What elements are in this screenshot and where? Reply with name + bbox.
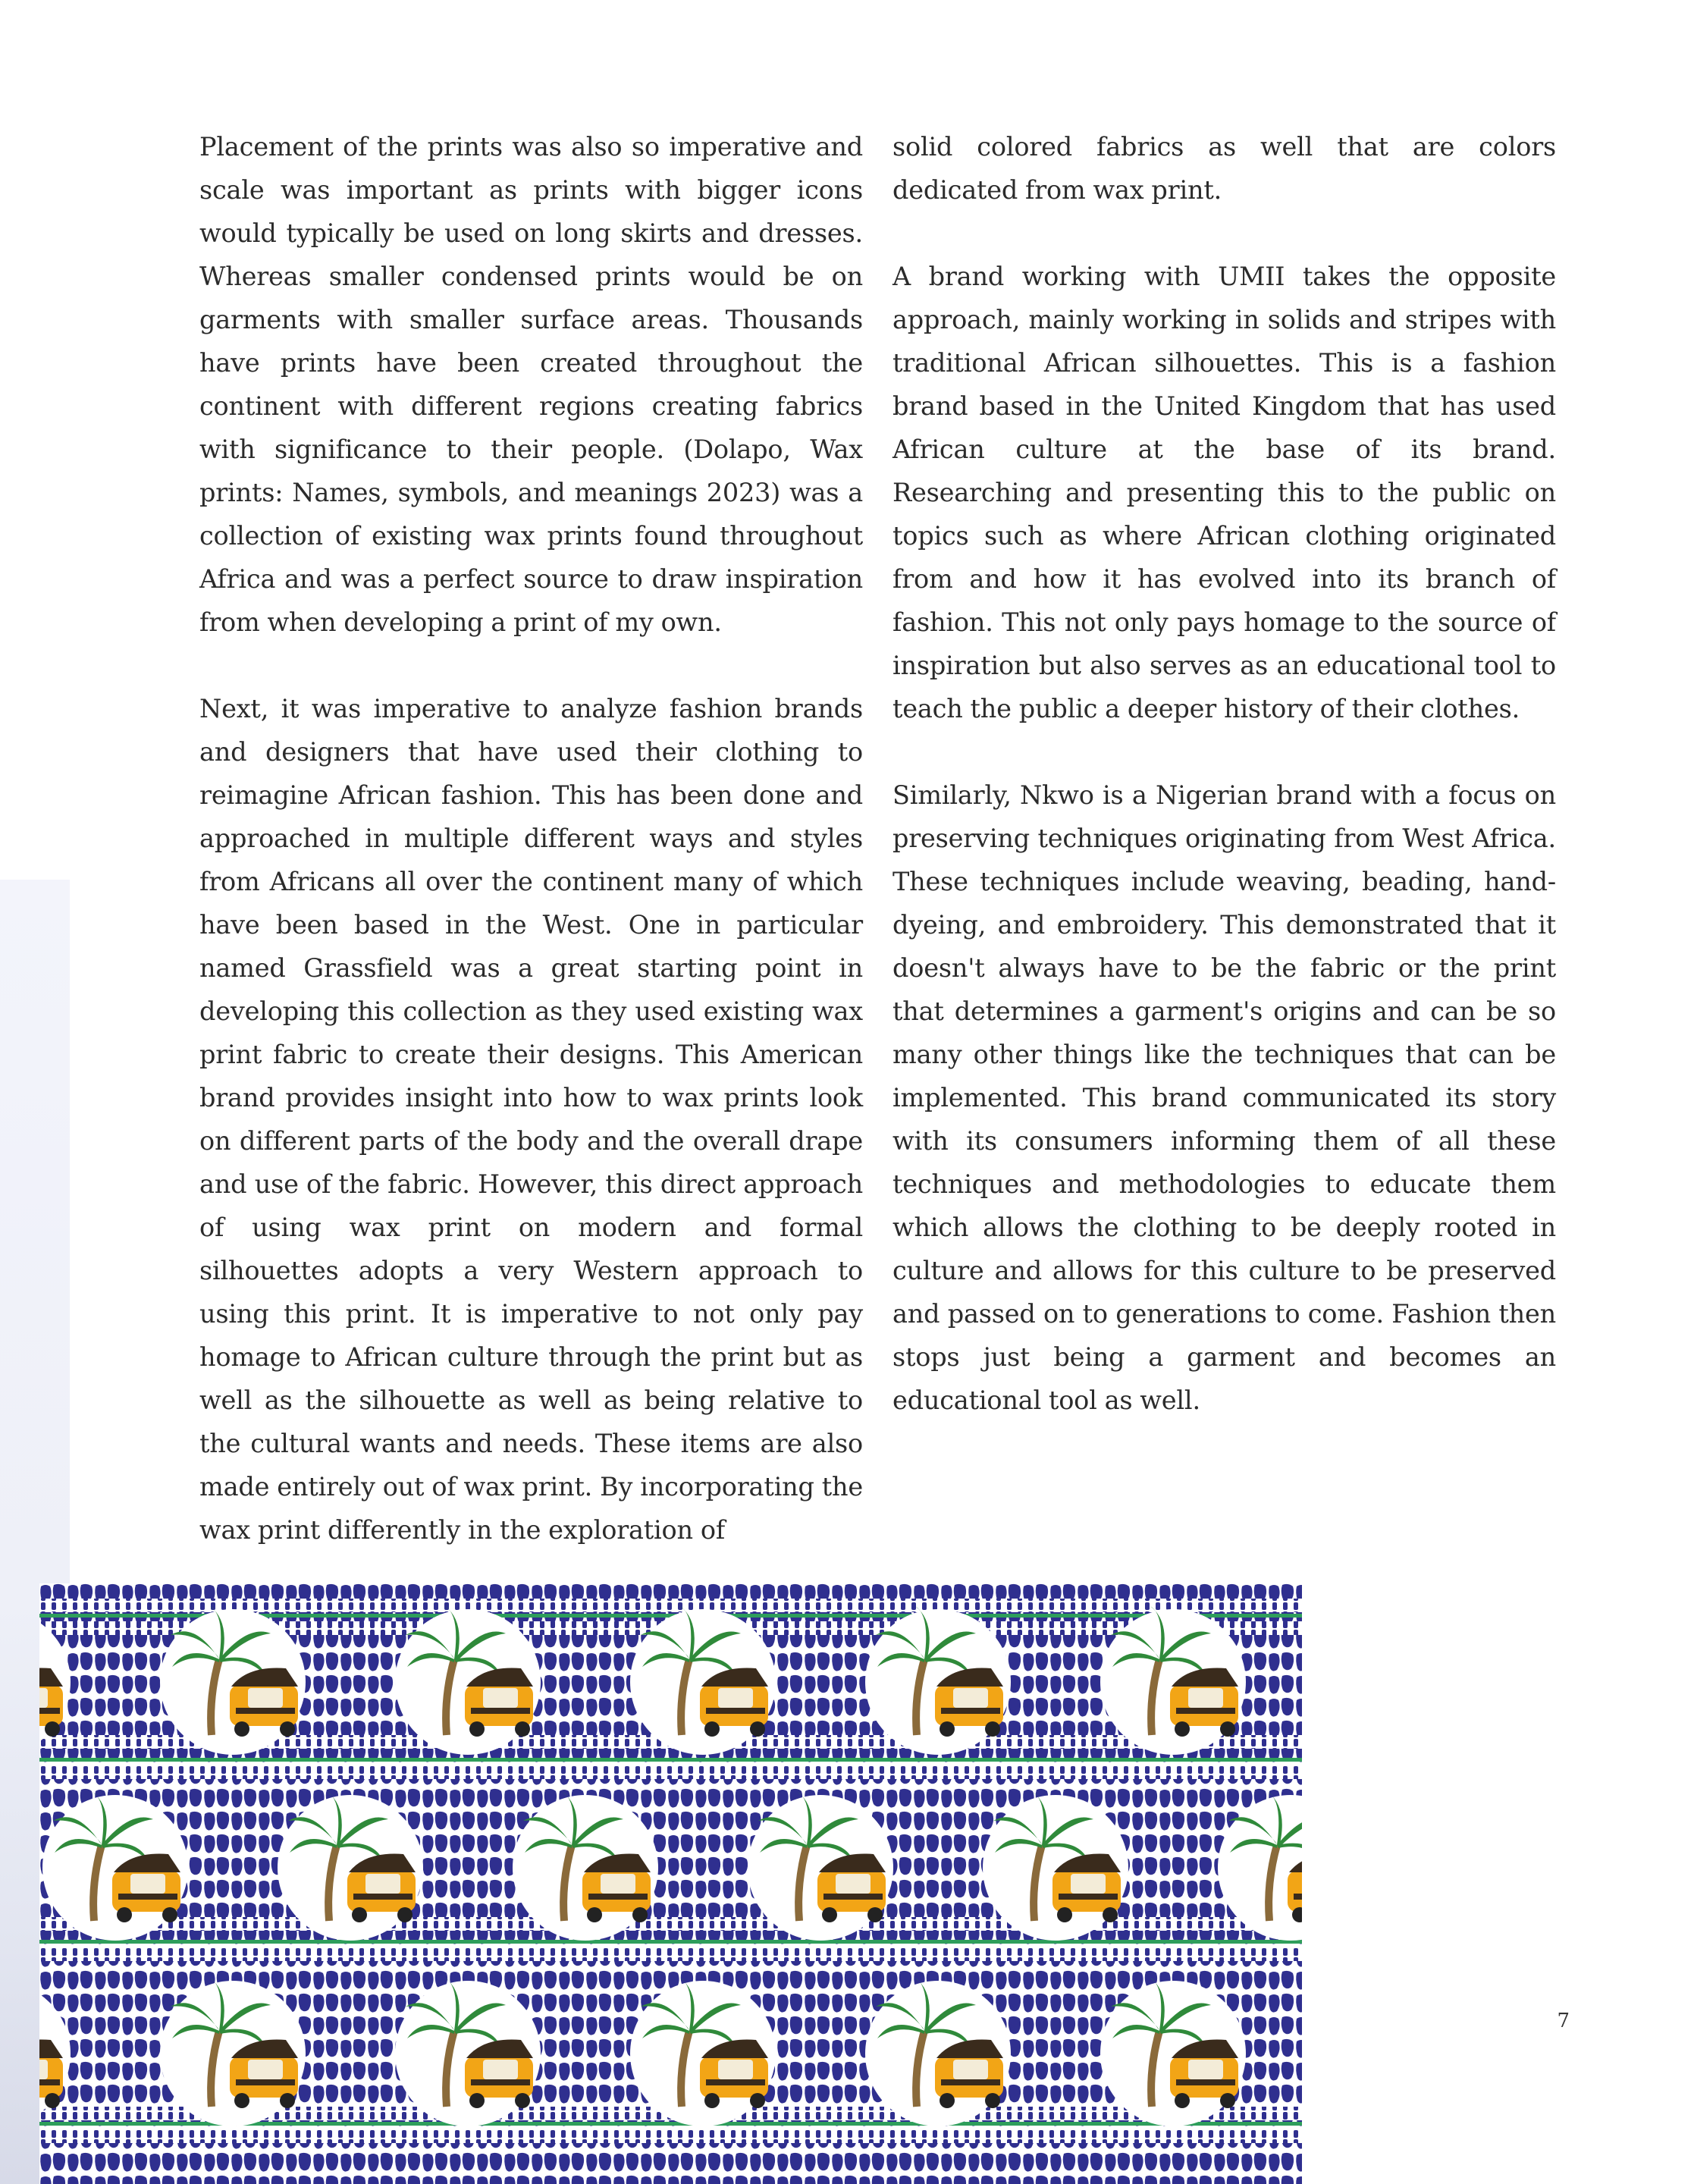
dash-band <box>39 1947 1302 1961</box>
paragraph: Next, it was imperative to analyze fashion brands and designers that have used their clothing to reimagine African fashion. This has been done and approached in multiple different ways and styles from Africans all over the continent many of which have been based in the West. One in particular named Grassfield was a great starting point in developing this collection as they used existing wax print fabric to create their designs. This American brand provides insight into how to wax prints look on different parts of the body and the overall drape and use of the fabric. However, this direct approach of using wax print on modern and formal silhouettes adopts a very Western approach to using this print. It is imperative to not only pay homage to African culture through the print but as well as the silhouette as well as being relative to the cultural wants and needs. These items are also made entirely out of wax print. By incorporating the wax print differently in the exploration of <box>199 694 863 1545</box>
wax-print-pattern <box>39 1583 1302 2184</box>
paragraph: Placement of the prints was also so imperative and scale was important as prints with bigger icons would typically be used on long skirts and dresses. Whereas smaller condensed prints would be on garments with smaller surface areas. Thousands have prints have been created throughout the continent with different regions creating fabrics with significance to their people. (Dolapo, Wax prints: Names, symbols, and meanings 2023) was a collection of existing wax prints found throughout Africa and was a perfect source to draw inspiration from when developing a print of my own. <box>199 132 863 637</box>
wax-print-figure <box>39 1583 1302 2184</box>
left-text-column <box>199 125 863 1595</box>
dash-band <box>39 2129 1302 2143</box>
green-stripe <box>39 1940 1302 1944</box>
paragraph: solid colored fabrics as well that are colors dedicated from wax print. <box>892 132 1556 205</box>
green-stripe <box>39 1758 1302 1762</box>
paragraph: A brand working with UMII takes the opposite approach, mainly working in solids and stripes with traditional African silhouettes. This is a fashion brand based in the United Kingdom that has used African culture at the base of its brand. Researching and presenting this to the public on topics such as where African clothing originated from and how it has evolved into its branch of fashion. This not only pays homage to the source of inspiration but also serves as an educational tool to teach the public a deeper history of their clothes. <box>892 262 1556 723</box>
page-number: 7 <box>1557 2010 1570 2032</box>
right-text-column <box>892 125 1556 1465</box>
paragraph: Similarly, Nkwo is a Nigerian brand with a focus on preserving techniques originating from West Africa. These techniques include weaving, beading, hand-dyeing, and embroidery. This demonstrated that it doesn't always have to be the fabric or the print that determines a garment's origins and can be so many other things like the techniques that can be implemented. This brand communicated its story with its consumers informing them of all these techniques and methodologies to educate them which allows the clothing to be deeply rooted in culture and allows for this culture to be preserved and passed on to generations to come. Fashion then stops just being a garment and becomes an educational tool as well. <box>892 780 1556 1415</box>
dash-band <box>39 1765 1302 1779</box>
